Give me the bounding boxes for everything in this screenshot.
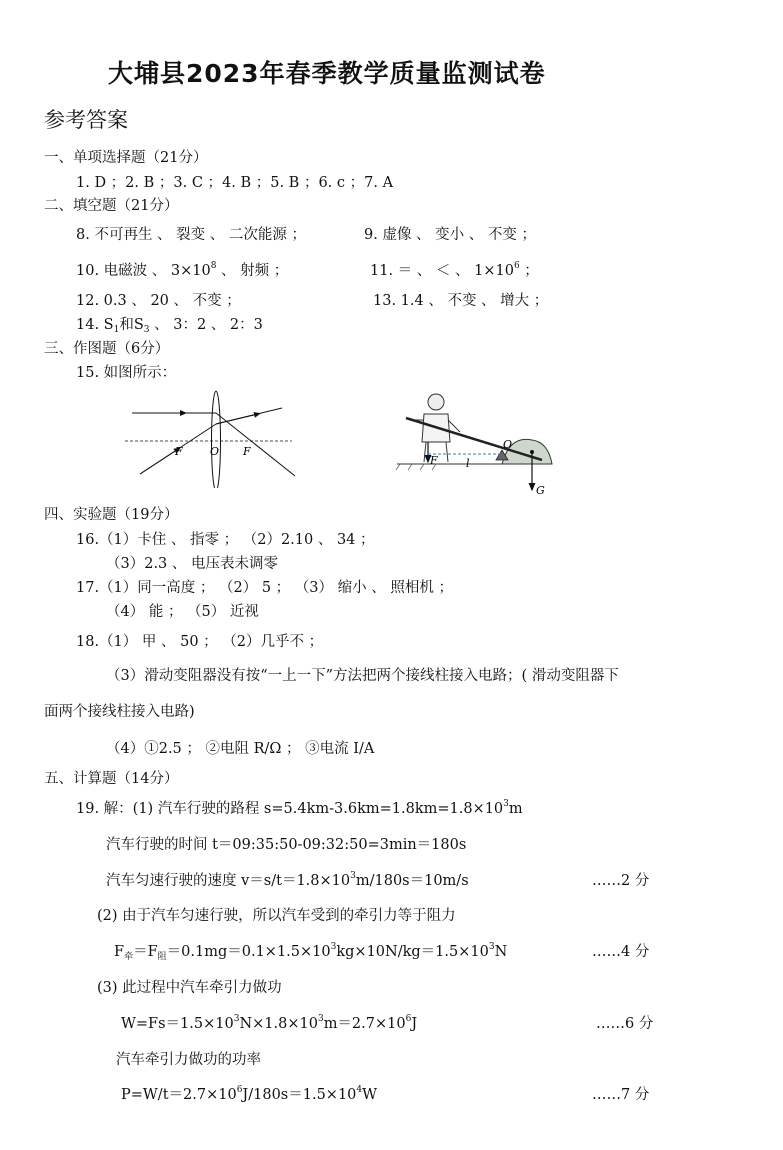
answer-q14: 14. $S_1$和$S_3$ 、 3：2 、 2：3 (76, 317, 263, 335)
answer-q18-line4: （4）①2.5 ； ②电阻 R/Ω ； ③电流 I/A (106, 741, 375, 757)
answer-q8: 8. 不可再生 、 裂变 、 二次能源 ； (76, 227, 306, 243)
score-4: ……4 分 (592, 944, 650, 960)
convex-lens (212, 391, 221, 488)
section-4-heading: 四、实验题（19分） (44, 507, 179, 523)
answer-q17-line1: 17.（1）同一高度 ； （2） 5 ； （3） 缩小 、 照相机 ； (76, 580, 453, 596)
section-1-answers: 1. D ；2. B ；3. C ；4. B ；5. B ；6. c ；7. A (76, 175, 394, 191)
answer-q17-line2: （4） 能 ； （5） 近视 (106, 604, 259, 620)
score-2: ……2 分 (592, 873, 650, 889)
section-3-heading: 三、作图题（6分） (44, 341, 170, 357)
answer-q16-line2: （3）2.3 、 电压表未调零 (106, 556, 279, 572)
answer-q16-line1: 16.（1）卡住 、 指零 ； （2）2.10 、 34 ； (76, 532, 375, 548)
section-1-heading: 一、单项选择题（21分） (44, 150, 208, 166)
answer-q19-speed: 汽车匀速行驶的速度 $v=s/t=1.8\times 10^3m/180s=10m/s$ (106, 871, 469, 889)
answer-q19-part2: (2) 由于汽车匀速行驶，所以汽车受到的牵引力等于阻力 (97, 908, 456, 924)
answer-q18-line1: 18.（1） 甲 、 50 ； （2）几乎不 ； (76, 634, 324, 650)
answer-q11: 11. ＝ 、 ＜ 、 $1\times 10^6$ ； (370, 261, 539, 279)
page-title: 大埔县2023年春季教学质量监测试卷 (108, 59, 546, 88)
section-2-heading: 二、填空题（21分） (44, 198, 179, 214)
lever-arm-label: l (466, 457, 470, 470)
answer-q19-power-label: 汽车牵引力做功的功率 (116, 1052, 261, 1068)
lens-ray-diagram (120, 388, 300, 488)
answer-q10: 10. 电磁波 、 $3\times 10^8$ 、 射频 ； (76, 261, 289, 279)
answer-q9: 9. 虚像 、 变小 、 不变 ； (364, 227, 536, 243)
section-5-heading: 五、计算题（14分） (44, 771, 179, 787)
score-7: ……7 分 (592, 1087, 650, 1103)
answer-q19-power: $P=W/t=2.7\times 10^6J/180s=1.5\times 10^4W$ (121, 1085, 378, 1103)
answer-q18-line2: （3）滑动变阻器没有按“一上一下”方法把两个接线柱接入电路；( 滑动变阻器下 (106, 668, 619, 684)
answer-q19-part3: (3) 此过程中汽车牵引力做功 (97, 980, 282, 996)
answer-q13: 13. 1.4 、 不变 、 增大 ； (373, 293, 549, 309)
answer-q12: 12. 0.3 、 20 、 不变 ； (76, 293, 241, 309)
answer-q19-force: $F_牵=F_阻=0.1mg=0.1\times 1.5\times 10^3kg\times 10N/kg=1.5\times 10^3N$ (114, 942, 508, 962)
lever-force-diagram (392, 380, 572, 500)
force-label: F (430, 454, 438, 467)
answer-q15: 15. 如图所示： (76, 365, 177, 381)
gravity-label: G (536, 484, 545, 497)
answer-q19-distance: 19. 解：(1) 汽车行驶的路程 $s=5.4km-3.6km=1.8km=1.8\times 10^3m$ (76, 799, 523, 817)
focal-point-right-label: F (243, 445, 251, 458)
optical-center-label: O (210, 445, 220, 458)
focal-point-left-label: F (175, 445, 183, 458)
answer-q19-time: 汽车行驶的时间 t＝09:35:50-09:32:50=3min＝180s (106, 837, 467, 853)
answer-key-subtitle: 参考答案 (44, 108, 128, 132)
fulcrum-label: O (503, 438, 513, 451)
answer-q18-line3: 面两个接线柱接入电路) (44, 704, 195, 720)
answer-q19-work: $W=Fs=1.5\times 10^3N\times 1.8\times 10^3m=2.7\times 10^6J$ (121, 1014, 418, 1032)
score-6: ……6 分 (596, 1016, 654, 1032)
